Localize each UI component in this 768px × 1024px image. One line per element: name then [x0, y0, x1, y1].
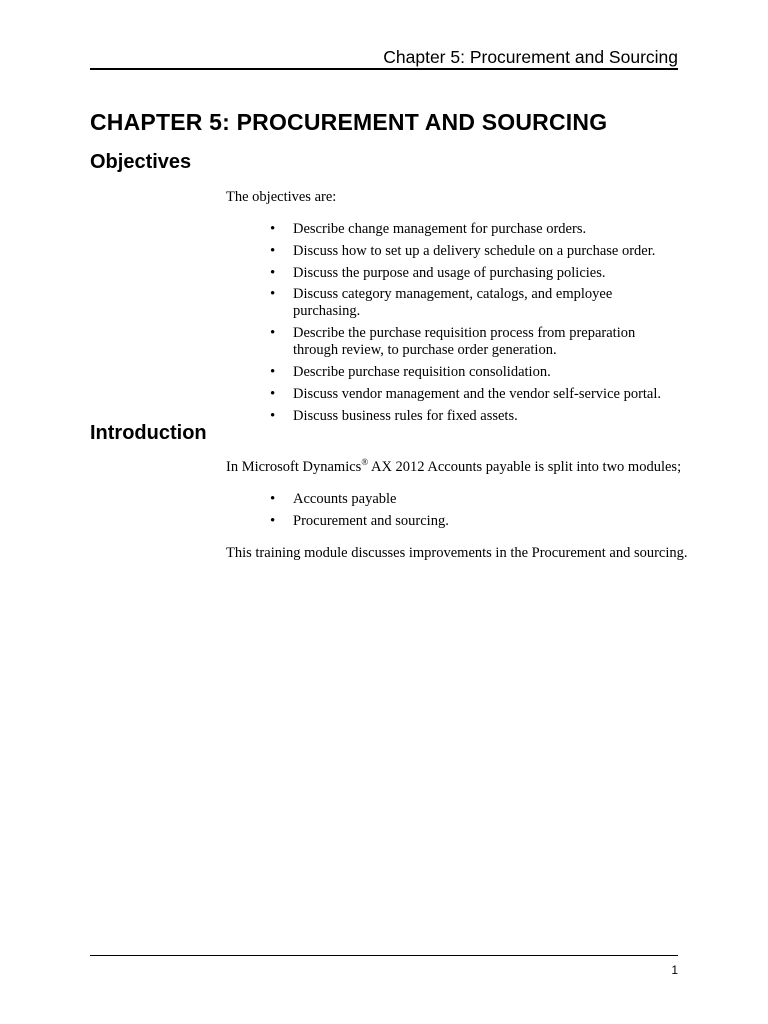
- bullet-icon: •: [270, 264, 276, 281]
- list-item: [226, 221, 678, 238]
- list-item-text: Describe the purchase requisition process from preparation through review, to purchase order generation.: [293, 325, 636, 359]
- list-item: [226, 491, 678, 508]
- bullet-icon: •: [270, 242, 276, 259]
- bullet-icon: •: [270, 363, 276, 380]
- modules-list: [226, 491, 678, 535]
- list-item-text: Procurement and sourcing.: [293, 512, 449, 529]
- list-item: [226, 325, 678, 359]
- registered-mark: ®: [361, 457, 369, 468]
- list-item-text: Accounts payable: [293, 491, 397, 507]
- bullet-icon: •: [270, 221, 276, 237]
- footer-rule: [90, 955, 678, 956]
- page-number: 1: [671, 963, 678, 977]
- list-item: [226, 408, 678, 425]
- list-item: [226, 243, 678, 260]
- list-item: [226, 513, 678, 530]
- bullet-icon: •: [270, 385, 276, 402]
- list-item-text: Discuss category management, catalogs, and employee purchasing.: [293, 286, 613, 320]
- header-rule: [90, 68, 678, 70]
- list-item-text: Describe purchase requisition consolidation.: [293, 363, 551, 380]
- intro-text-part2: AX 2012 Accounts payable is split into two modules;: [368, 459, 682, 475]
- bullet-icon: •: [270, 325, 276, 342]
- bullet-icon: •: [270, 512, 276, 529]
- introduction-heading: Introduction: [90, 422, 207, 444]
- list-item: [226, 286, 678, 320]
- bullet-icon: •: [270, 286, 276, 303]
- bullet-icon: •: [270, 491, 276, 507]
- list-item-text: Discuss business rules for fixed assets.: [293, 407, 518, 424]
- training-module-paragraph: This training module discusses improvements in the Procurement and sourcing.: [226, 545, 688, 561]
- list-item-text: Describe change management for purchase orders.: [293, 221, 587, 237]
- list-item-text: Discuss the purpose and usage of purchasing policies.: [293, 264, 606, 281]
- list-item: [226, 265, 678, 282]
- objectives-intro: The objectives are:: [226, 189, 337, 205]
- chapter-title: CHAPTER 5: PROCUREMENT AND SOURCING: [90, 109, 608, 135]
- objectives-heading: Objectives: [90, 151, 192, 173]
- list-item: [226, 364, 678, 381]
- list-item-text: Discuss how to set up a delivery schedule on a purchase order.: [293, 242, 656, 259]
- bullet-icon: •: [270, 407, 276, 424]
- introduction-paragraph: [226, 459, 681, 476]
- list-item-text: Discuss vendor management and the vendor self-service portal.: [293, 385, 662, 402]
- intro-text-part1: In Microsoft Dynamics: [226, 459, 362, 475]
- objectives-list: [226, 221, 678, 429]
- running-header: Chapter 5: Procurement and Sourcing: [383, 47, 678, 67]
- list-item: [226, 386, 678, 403]
